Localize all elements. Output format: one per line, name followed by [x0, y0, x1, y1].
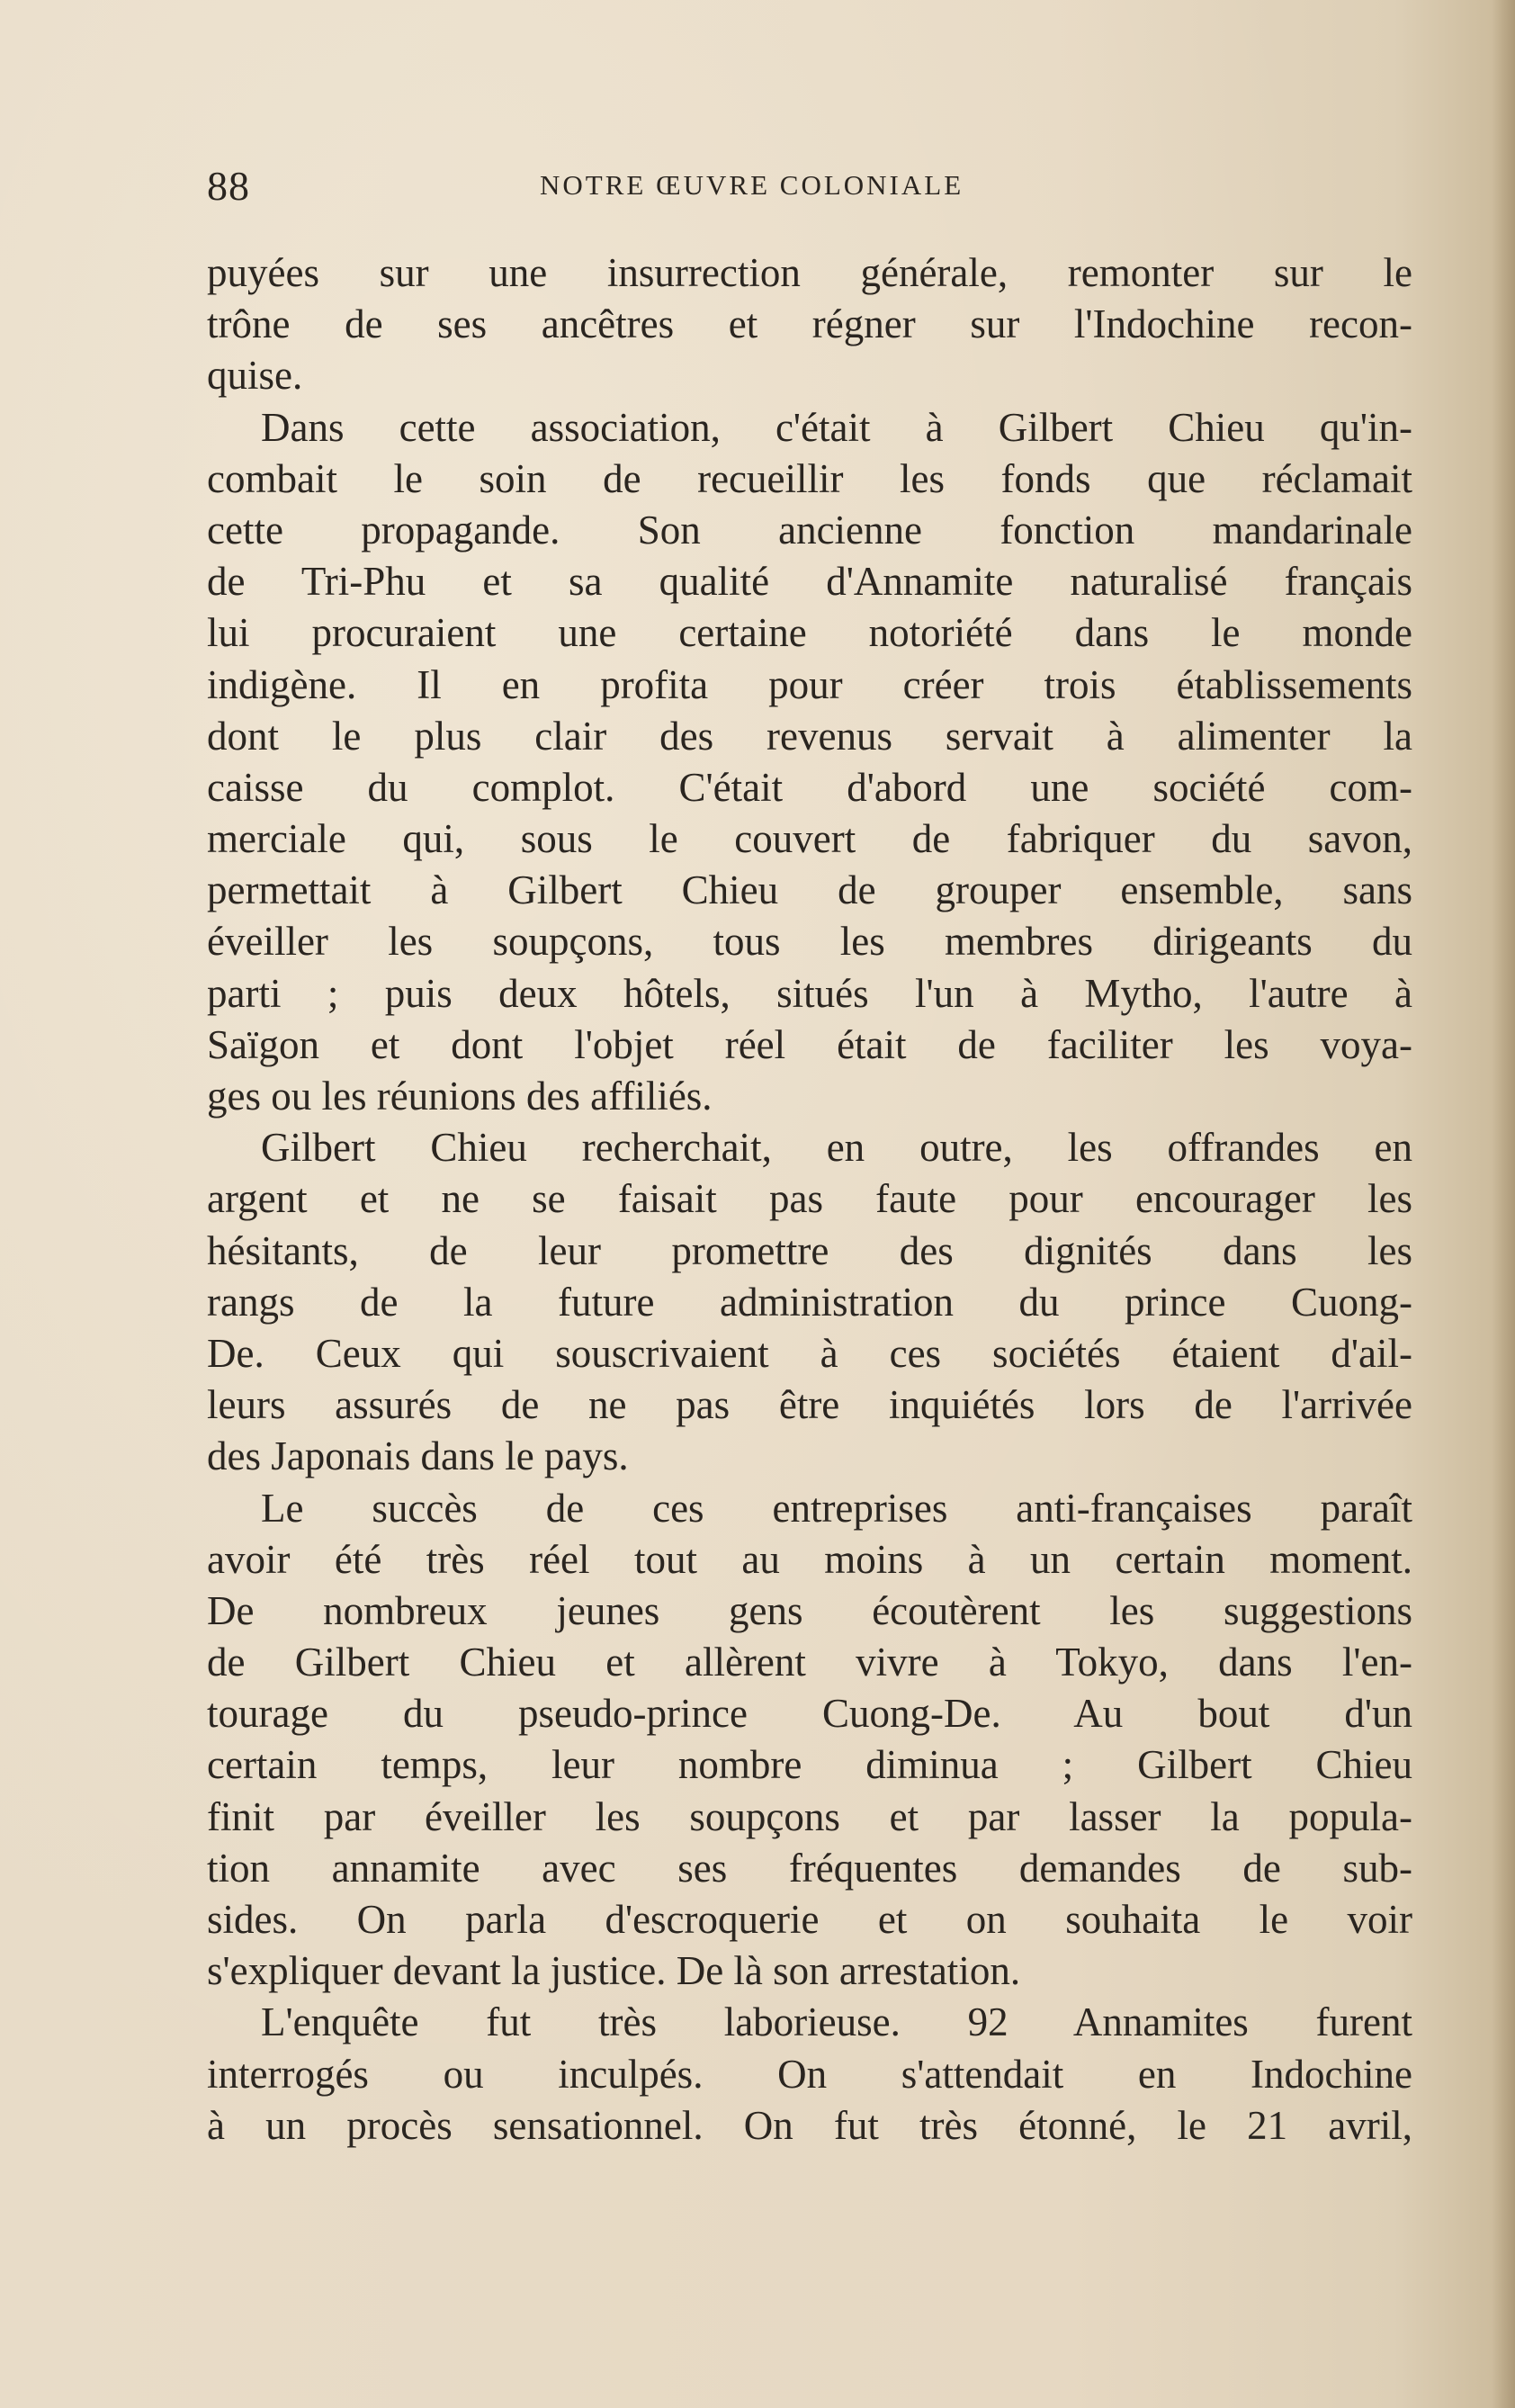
- text-line: Gilbert Chieu recherchait, en outre, les offrandes en: [261, 1125, 1412, 1171]
- text-line: de Gilbert Chieu et allèrent vivre à Tokyo, dans l'en-: [207, 1640, 1412, 1685]
- text-line: tourage du pseudo-prince Cuong-De. Au bout d'un: [207, 1691, 1412, 1737]
- text-line: permettait à Gilbert Chieu de grouper ensemble, sans: [207, 867, 1412, 913]
- text-line: merciale qui, sous le couvert de fabriquer du savon,: [207, 816, 1412, 862]
- text-line: des Japonais dans le pays.: [207, 1433, 629, 1479]
- text-line: combait le soin de recueillir les fonds que réclamait: [207, 455, 1412, 501]
- text-line: à un procès sensationnel. On fut très étonné, le 21 avril,: [207, 2102, 1412, 2148]
- text-line: s'expliquer devant la justice. De là son arrestation.: [207, 1948, 1021, 1994]
- text-line: certain temps, leur nombre diminua ; Gilbert Chieu: [207, 1742, 1412, 1788]
- text-line: rangs de la future administration du prince Cuong-: [207, 1279, 1412, 1325]
- text-line: indigène. Il en profita pour créer trois établissements: [207, 661, 1412, 707]
- body-text: [207, 247, 1412, 2152]
- text-line: trône de ses ancêtres et régner sur l'Indochine recon-: [207, 301, 1412, 347]
- text-line: caisse du complot. C'était d'abord une société com-: [207, 764, 1412, 810]
- text-line: hésitants, de leur promettre des dignités dans les: [207, 1227, 1412, 1273]
- text-line: puyées sur une insurrection générale, remonter sur le: [207, 250, 1412, 295]
- text-line: cette propagande. Son ancienne fonction mandarinale: [207, 507, 1412, 553]
- text-line: interrogés ou inculpés. On s'attendait en Indochine: [207, 2051, 1412, 2097]
- text-line: De. Ceux qui souscrivaient à ces sociétés étaient d'ail-: [207, 1330, 1412, 1376]
- text-line: Le succès de ces entreprises anti-françaises paraît: [261, 1485, 1412, 1531]
- text-line: avoir été très réel tout au moins à un certain moment.: [207, 1536, 1412, 1582]
- text-line: de Tri-Phu et sa qualité d'Annamite naturalisé français: [207, 559, 1412, 605]
- text-line: leurs assurés de ne pas être inquiétés lors de l'arrivée: [207, 1382, 1412, 1428]
- page-number: 88: [207, 163, 250, 209]
- page-header: [207, 160, 1412, 214]
- text-line: quise.: [207, 353, 303, 399]
- text-line: L'enquête fut très laborieuse. 92 Annamites furent: [261, 1999, 1412, 2045]
- text-line: lui procuraient une certaine notoriété dans le monde: [207, 610, 1412, 656]
- text-line: parti ; puis deux hôtels, situés l'un à Mytho, l'autre à: [207, 970, 1412, 1016]
- text-line: ges ou les réunions des affiliés.: [207, 1074, 713, 1119]
- text-line: argent et ne se faisait pas faute pour encourager les: [207, 1176, 1412, 1222]
- text-line: finit par éveiller les soupçons et par lasser la popula-: [207, 1793, 1412, 1839]
- text-line: tion annamite avec ses fréquentes demandes de sub-: [207, 1845, 1412, 1891]
- text-line: De nombreux jeunes gens écoutèrent les suggestions: [207, 1587, 1412, 1633]
- text-line: sides. On parla d'escroquerie et on souhaita le voir: [207, 1897, 1412, 1942]
- text-line: Saïgon et dont l'objet réel était de faciliter les voya-: [207, 1021, 1412, 1067]
- text-line: éveiller les soupçons, tous les membres dirigeants du: [207, 919, 1412, 965]
- page-edge-shadow: [1492, 0, 1515, 2408]
- text-line: dont le plus clair des revenus servait à alimenter la: [207, 713, 1412, 759]
- text-line: Dans cette association, c'était à Gilbert Chieu qu'in-: [261, 404, 1412, 450]
- running-head: NOTRE ŒUVRE COLONIALE: [540, 169, 964, 201]
